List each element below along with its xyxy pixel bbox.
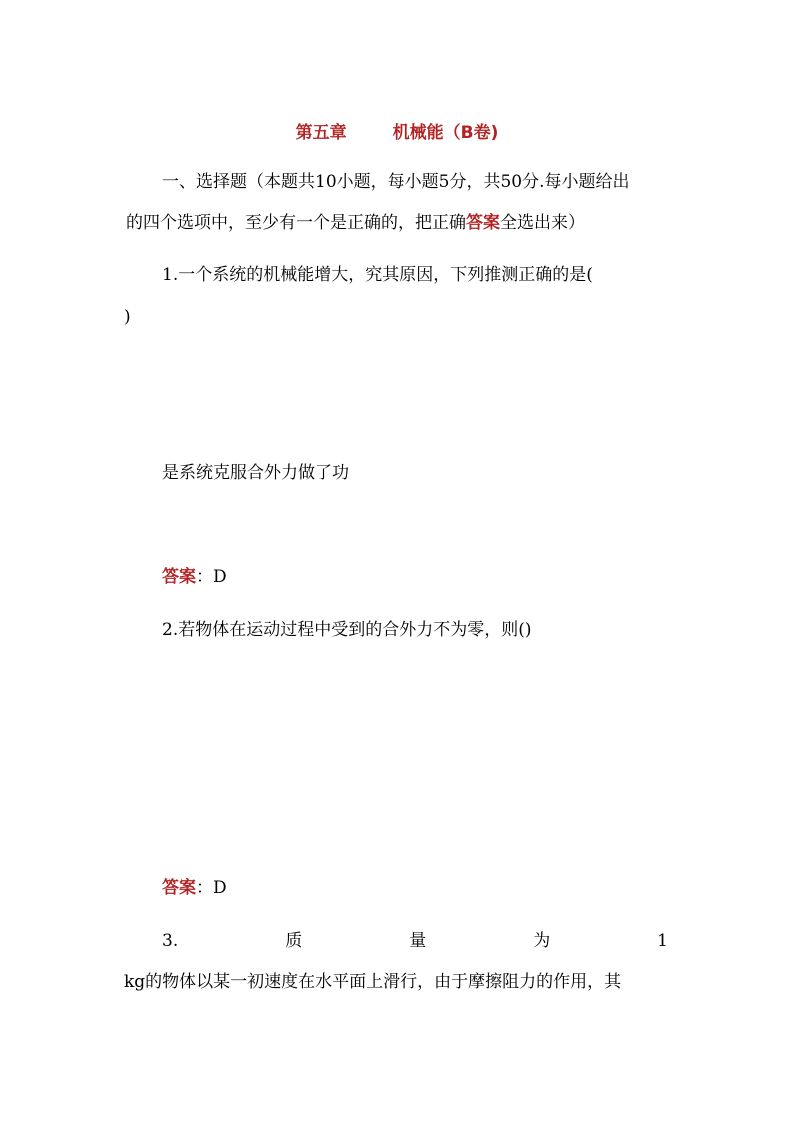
- answer-separator: ：: [196, 878, 213, 898]
- section-heading-line-2: [126, 212, 585, 234]
- section-heading-line-1: 一、选择题（本题共10小题，每小题5分，共50分.每小题给出: [162, 172, 630, 192]
- question-3-stem: [162, 930, 668, 952]
- question-1-stem-continued: ): [124, 307, 131, 327]
- stem-word: 为: [533, 931, 551, 951]
- stem-word: 1: [657, 931, 668, 951]
- chapter-number: 第五章: [295, 123, 347, 143]
- stem-word: 3.: [162, 931, 179, 951]
- question-1-answer: [162, 566, 227, 588]
- answer-label: 答案: [162, 878, 196, 898]
- answer-value: D: [213, 878, 227, 898]
- answer-value: D: [213, 567, 227, 587]
- answer-keyword: 答案: [466, 213, 500, 233]
- chapter-name: 机械能（B卷): [392, 123, 499, 143]
- question-3-stem-continued: kg的物体以某一初速度在水平面上滑行，由于摩擦阻力的作用，其: [124, 972, 622, 992]
- answer-label: 答案: [162, 567, 196, 587]
- question-1-option: 是系统克服合外力做了功: [162, 463, 349, 483]
- answer-separator: ：: [196, 567, 213, 587]
- question-2-answer: [162, 877, 227, 899]
- stem-word: 质: [285, 931, 303, 951]
- section-heading-text: 的四个选项中，至少有一个是正确的，把正确: [126, 213, 466, 233]
- page-title: [0, 118, 794, 143]
- stem-word: 量: [409, 931, 427, 951]
- section-heading-text-end: 全选出来）: [500, 213, 585, 233]
- question-1-stem: 1.一个系统的机械能增大，究其原因，下列推测正确的是(: [162, 265, 593, 285]
- question-2-stem: 2.若物体在运动过程中受到的合外力不为零，则(): [162, 620, 532, 640]
